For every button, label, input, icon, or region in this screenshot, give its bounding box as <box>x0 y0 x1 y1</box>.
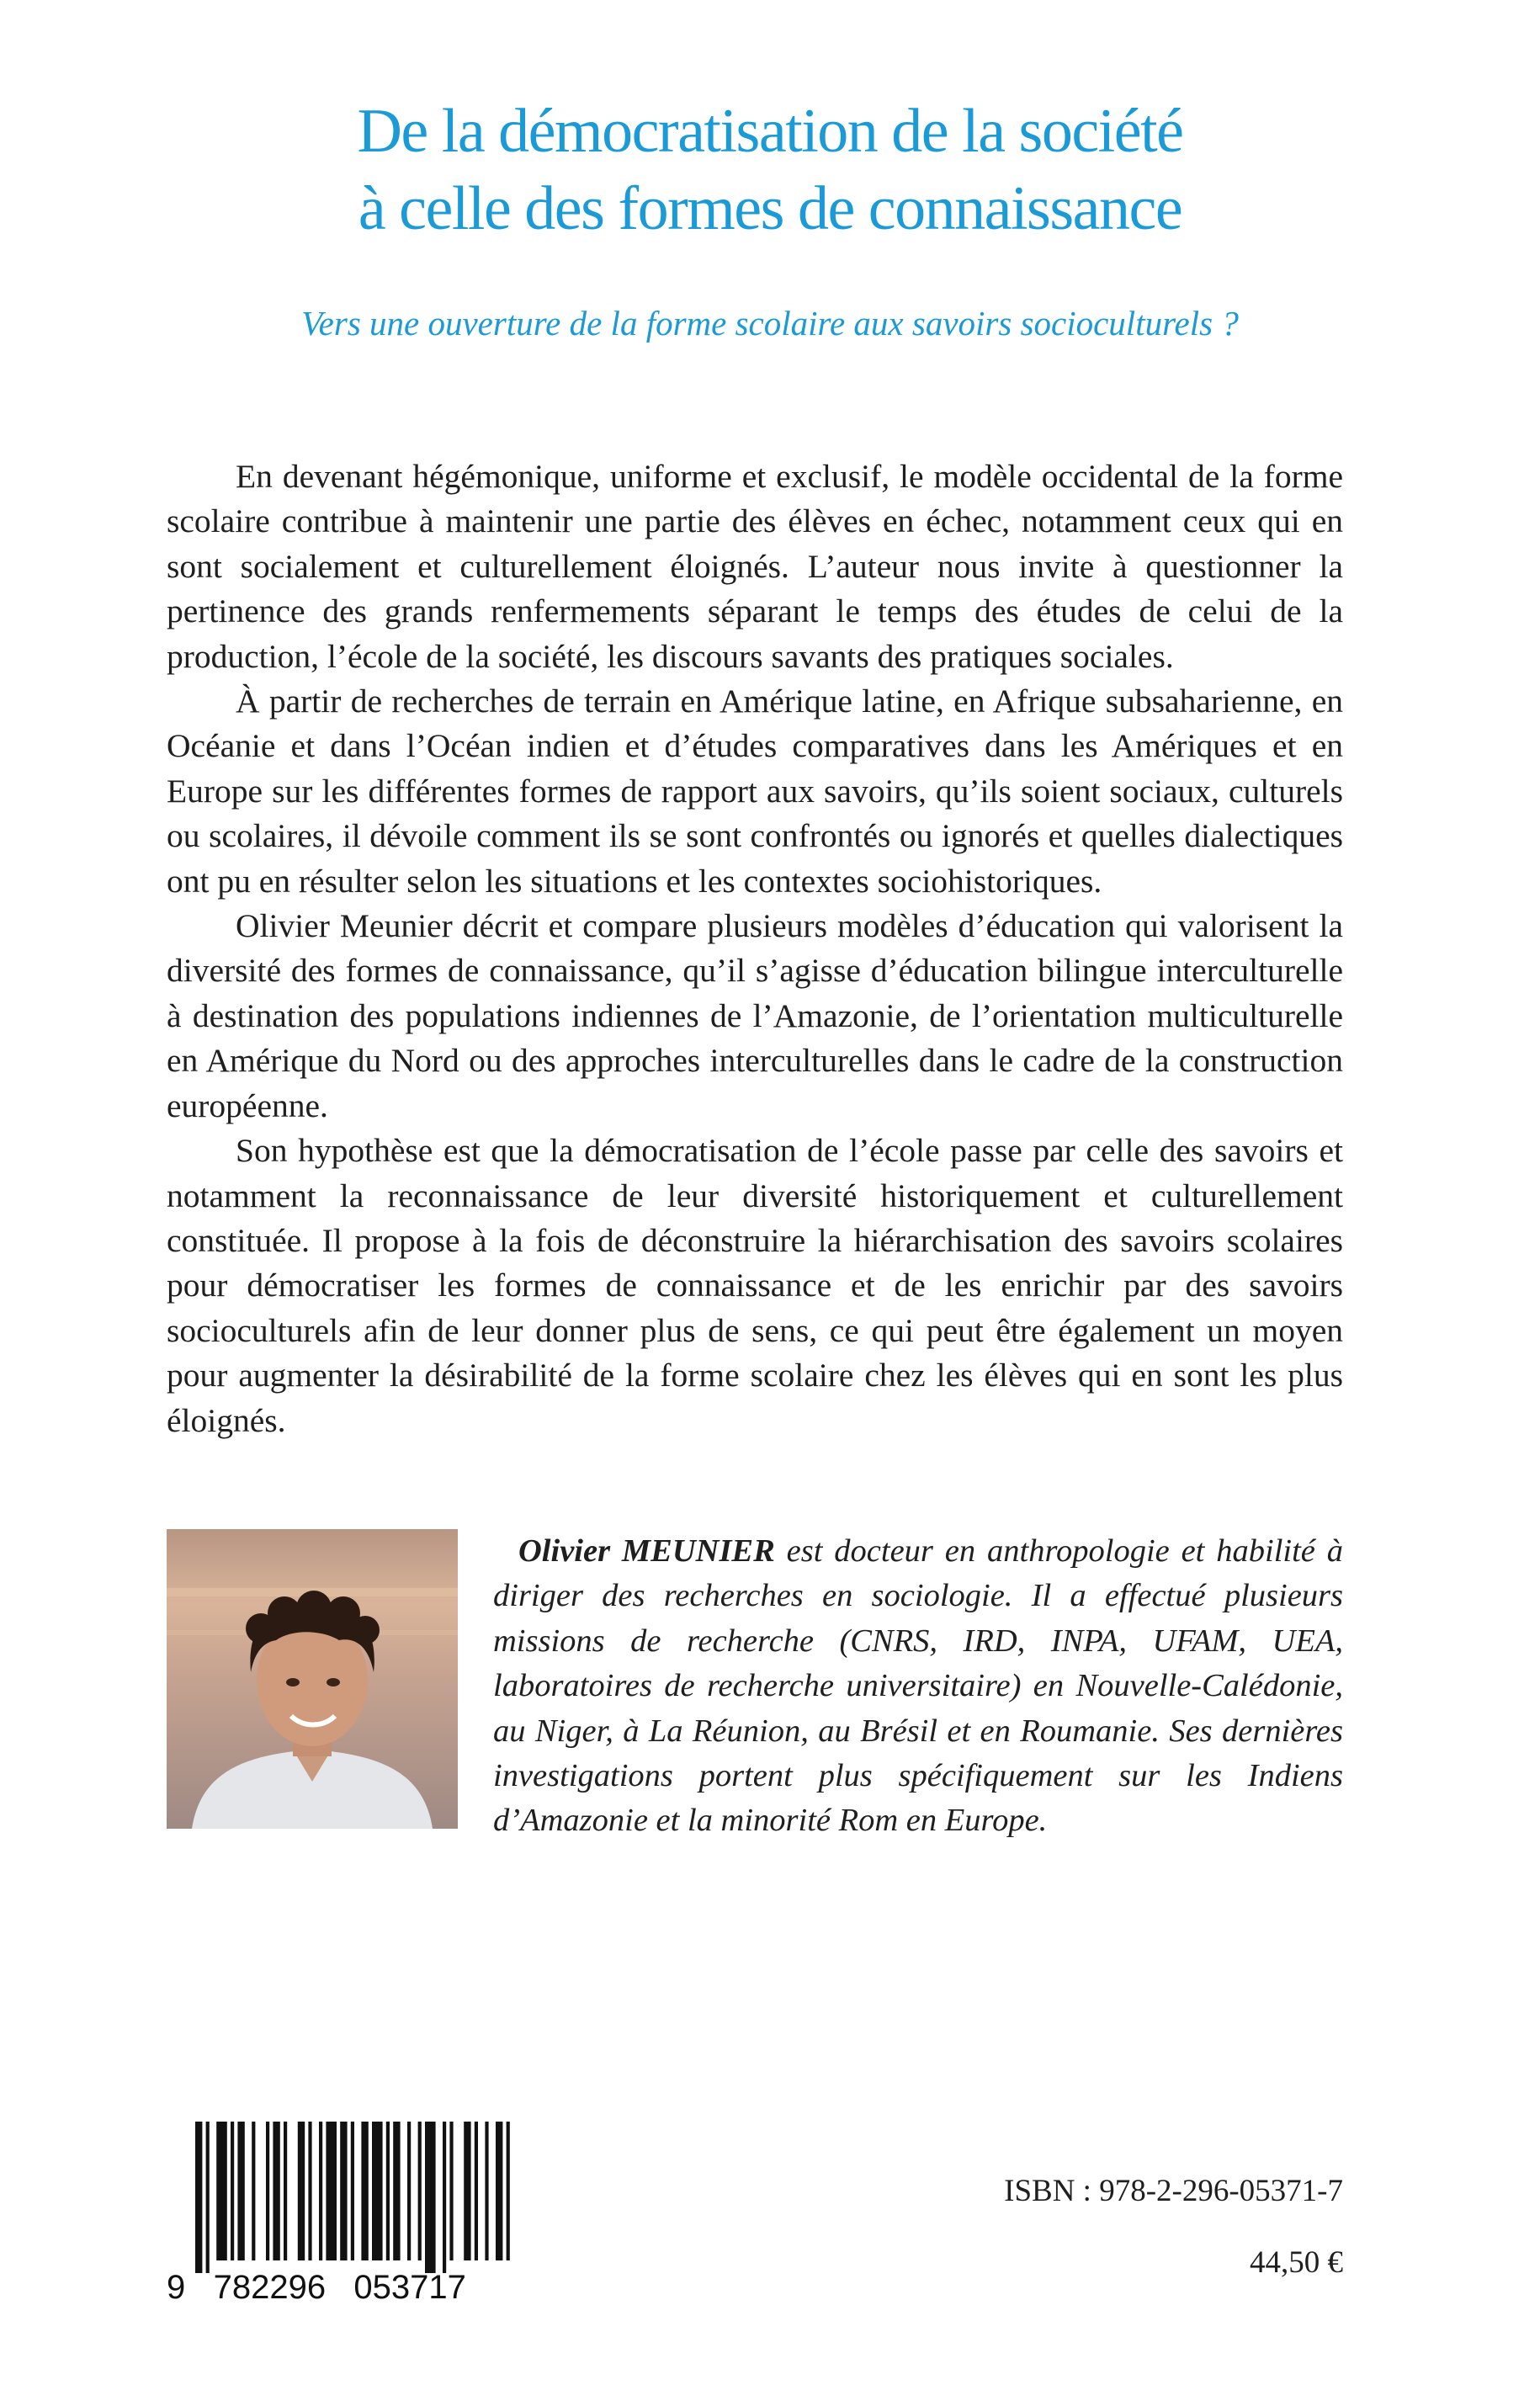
barcode-bar <box>231 2122 234 2260</box>
book-subtitle: Vers une ouverture de la forme scolaire aux savoirs socioculturels ? <box>301 304 1239 343</box>
author-portrait-graphic <box>167 1529 458 1829</box>
book-title-line-1: De la démocratisation de la société <box>357 97 1183 166</box>
barcode-bar <box>386 2122 390 2260</box>
barcode-bar <box>206 2122 210 2273</box>
author-name: Olivier MEUNIER <box>518 1533 775 1569</box>
barcode-bar <box>298 2122 305 2260</box>
blurb-paragraph-2: À partir de recherches de terrain en Amérique latine, en Afrique subsaharienne, en Océanie et dans l’Océan indien et d’études comparatives dans les Amériques et en Europe sur les différentes formes de rapport aux savoirs, qu’ils soient sociaux, culturels ou scolaires, il dévoile comment ils se sont confrontés ou ignorés et quelles dialectiques ont pu en résulter selon les situations et les contextes sociohistoriques. <box>167 683 1343 900</box>
barcode-bar <box>507 2122 510 2260</box>
price-label: 44,50 € <box>1250 2245 1343 2280</box>
barcode-bar <box>273 2122 279 2260</box>
isbn-label: ISBN : 978-2-296-05371-7 <box>1004 2174 1343 2208</box>
book-title <box>0 93 1540 247</box>
blurb-paragraph-4: Son hypothèse est que la démocratisation de l’école passe par celle des savoirs et notamment la reconnaissance de leur diversité historiquement et culturellement constituée. Il propose à la fois de déconstruire la hiérarchisation des savoirs scolaires pour démocratiser les formes de connaissance et de les enrichir par des savoirs socioculturels afin de leur donner plus de sens, ce qui peut être également un moyen pour augmenter la désirabilité de la forme scolaire chez les élèves qui en sont les plus éloignés. <box>167 1132 1343 1439</box>
blurb-paragraph-1: En devenant hégémonique, uniforme et exclusif, le modèle occidental de la forme scolaire contribue à maintenir une partie des élèves en échec, notamment ceux qui en sont socialement et culturellement éloignés. L’auteur nous invite à questionner la pertinence des grands renfermements séparant le temps des études de celui de la production, l’école de la société, les discours savants des pratiques sociales. <box>167 458 1343 675</box>
barcode-bar <box>372 2122 383 2260</box>
barcode-bar <box>340 2122 347 2260</box>
barcode-bar <box>449 2122 453 2260</box>
author-photo <box>167 1529 458 1829</box>
author-bio <box>493 1529 1343 1844</box>
barcode-bar <box>464 2122 470 2260</box>
barcode-bar <box>351 2122 354 2260</box>
barcode-bar <box>308 2122 311 2260</box>
barcode-bar <box>443 2122 446 2273</box>
barcode-bar <box>237 2122 244 2260</box>
author-bio-text: est docteur en anthropologie et habilité à diriger des recherches en sociologie. Il a effectué plusieurs missions de recherche (CNRS, IRD, INPA, UFAM, UEA, laboratoires de recherche universitaire) en Nouvelle-Calédonie, au Niger, à La Réunion, au Brésil et en Roumanie. Ses dernières investigations portent plus spécifiquement sur les Indiens d’Amazonie et la minorité Rom en Europe. <box>493 1533 1343 1839</box>
barcode-bar <box>266 2122 269 2260</box>
barcode-bar <box>361 2122 368 2260</box>
barcode-bar <box>475 2122 478 2260</box>
barcode-digits: 9 782296 053717 <box>167 2269 466 2306</box>
barcode-bar <box>393 2122 400 2260</box>
barcode-bar <box>216 2122 227 2260</box>
barcode <box>167 2122 537 2307</box>
barcode-bar <box>326 2122 337 2260</box>
barcode-bar <box>319 2122 322 2260</box>
barcode-bar <box>425 2122 436 2273</box>
book-title-line-2: à celle des formes de connaissance <box>358 174 1182 243</box>
barcode-bar <box>252 2122 255 2260</box>
barcode-bar <box>418 2122 422 2260</box>
barcode-bar <box>407 2122 411 2260</box>
barcode-bar <box>284 2122 287 2260</box>
barcode-bar <box>485 2122 488 2260</box>
blurb-paragraph-3: Olivier Meunier décrit et compare plusieurs modèles d’éducation qui valorisent la diversité des formes de connaissance, qu’il s’agisse d’éducation bilingue interculturelle à destination des populations indiennes de l’Amazonie, de l’orientation multiculturelle en Amérique du Nord ou des approches interculturelles dans le cadre de la construction européenne. <box>167 907 1343 1124</box>
barcode-bar <box>496 2122 502 2260</box>
barcode-bars <box>167 2122 537 2307</box>
blurb-text <box>167 454 1343 1443</box>
barcode-bar <box>195 2122 202 2273</box>
